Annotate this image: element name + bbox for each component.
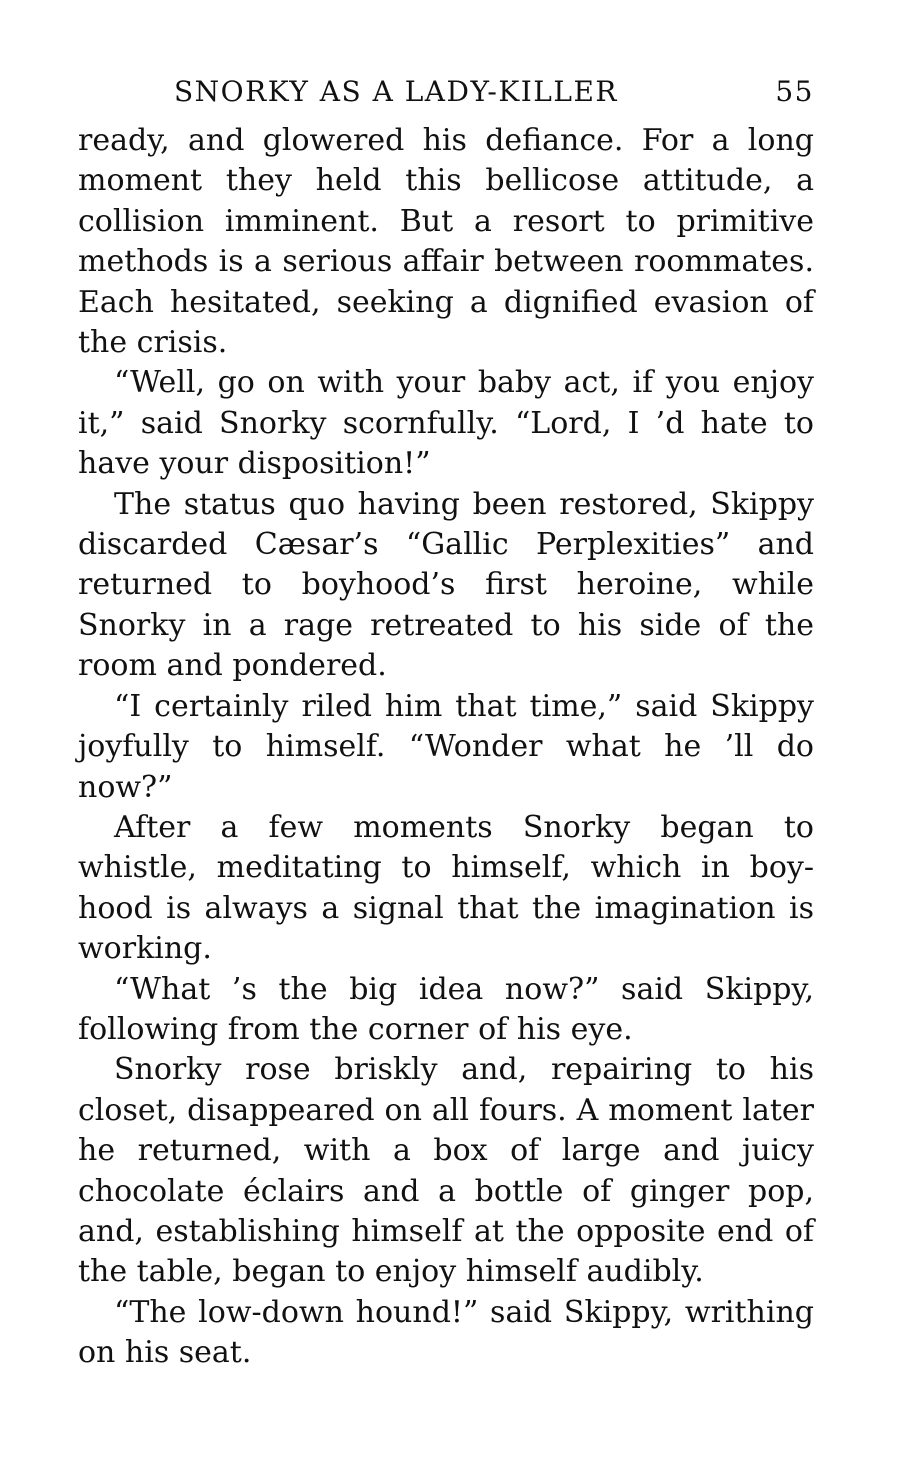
paragraph: Snorky rose briskly and, repairing to his closet, disappeared on all fours. A moment later he returned, with a box of large and juicy chocolate éclairs and a bottle of ginger pop, and, establishing himself at the opposite end of the table, began to enjoy himself audibly. [78,1052,814,1290]
paragraph: “I certainly riled him that time,” said Skippy joyfully to himself. “Wonder what he ’ll do now?” [78,688,814,805]
paragraph: ready, and glowered his defiance. For a long moment they held this bellicose attitude, a collision imminent. But a resort to primitive methods is a serious affair between roommates. Each hesitated, seeking a dignified evasion of the crisis. [78,123,814,361]
paragraph: “What ’s the big idea now?” said Skippy, following from the corner of his eye. [78,971,814,1047]
body-text [78,121,814,1374]
paragraph: “Well, go on with your baby act, if you enjoy it,” said Snorky scornfully. “Lord, I ’d hate to have your disposition!” [78,365,814,482]
running-title: SNORKY AS A LADY-KILLER [174,75,619,108]
book-page [78,75,814,1374]
paragraph: After a few moments Snorky began to whistle, meditating to himself, which in boyhood is always a signal that the imagination is working. [78,809,814,967]
running-head [78,75,814,121]
page-number: 55 [775,75,814,108]
paragraph: The status quo having been restored, Skippy discarded Cæsar’s “Gallic Perplexities” and returned to boyhood’s first heroine, while Snorky in a rage retreated to his side of the room and pondered. [78,486,814,684]
paragraph: “The low-down hound!” said Skippy, writhing on his seat. [78,1294,814,1371]
